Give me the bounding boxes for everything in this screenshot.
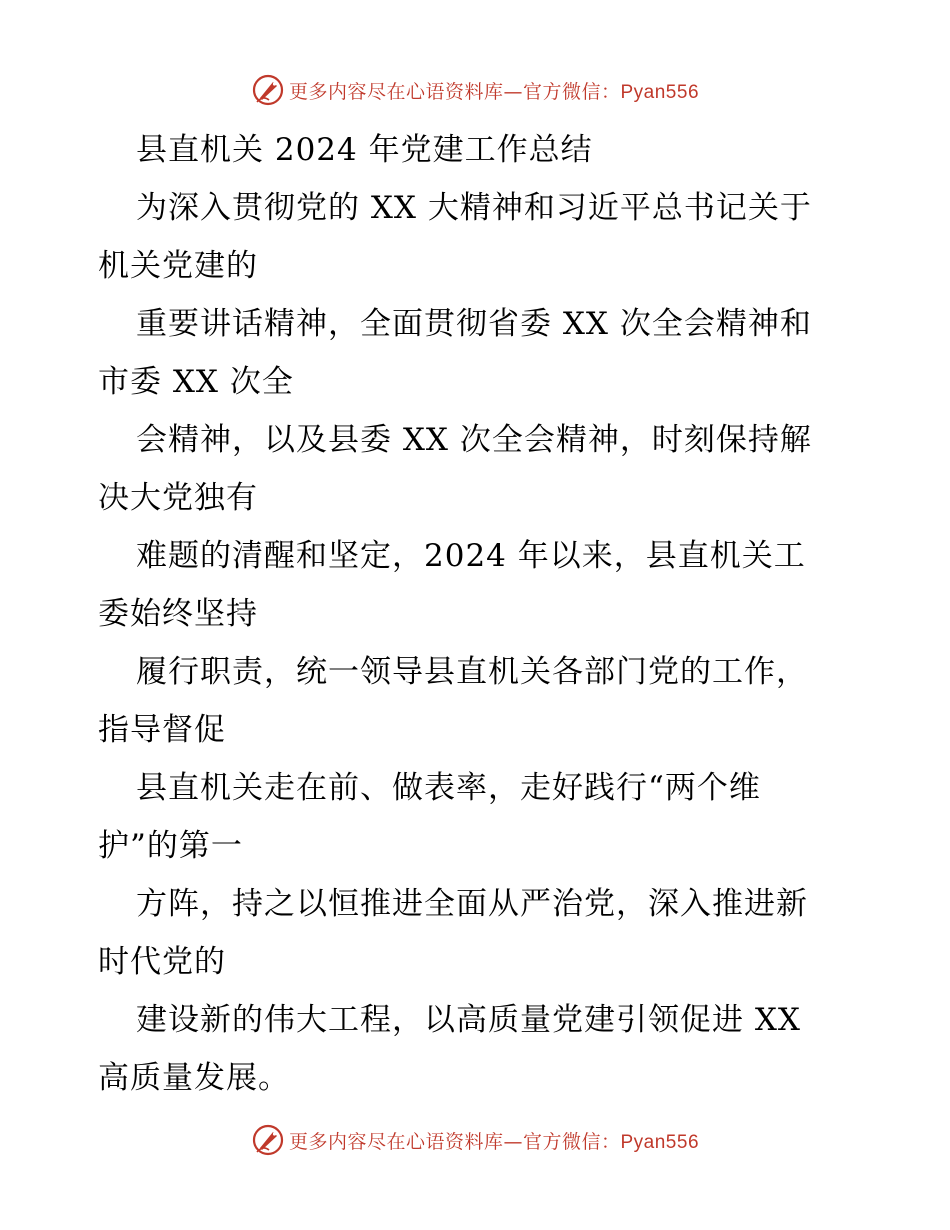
paragraph-line: 市委 XX 次全 xyxy=(98,364,294,400)
header-banner-text xyxy=(289,77,699,104)
header-banner-title: 更多内容尽在心语资料库 xyxy=(288,80,504,103)
document-body xyxy=(98,121,868,1107)
paragraph-line: 履行职责，统一领导县直机关各部门党的工作， xyxy=(136,654,808,690)
paragraph-line: 时代党的 xyxy=(98,944,226,980)
paragraph-line: 委始终坚持 xyxy=(98,596,258,632)
header-banner xyxy=(0,70,950,110)
footer-banner xyxy=(0,1120,950,1160)
paragraph-line: 指导督促 xyxy=(98,712,226,748)
paragraph-line: 方阵，持之以恒推进全面从严治党，深入推进新 xyxy=(136,886,808,922)
footer-banner-text xyxy=(289,1127,699,1154)
footer-banner-wechat-id: Pyan556 xyxy=(620,1131,700,1153)
paragraph-line: 建设新的伟大工程，以高质量党建引领促进 XX xyxy=(136,1002,801,1038)
footer-banner-suffix: 官方微信： xyxy=(522,1130,621,1153)
header-banner-suffix: 官方微信： xyxy=(522,80,621,103)
footer-banner-dash: — xyxy=(503,1130,523,1153)
paragraph-line: 难题的清醒和坚定，2024 年以来，县直机关工 xyxy=(136,538,806,574)
header-banner-wechat-id: Pyan556 xyxy=(620,81,700,103)
paragraph-line: 县直机关走在前、做表率，走好践行“两个维 xyxy=(136,770,761,806)
paragraph-line: 高质量发展。 xyxy=(98,1060,290,1096)
paragraph-line: 会精神，以及县委 XX 次全会精神，时刻保持解 xyxy=(136,422,812,458)
paragraph-line: 决大党独有 xyxy=(98,480,258,516)
paragraph-line: 为深入贯彻党的 XX 大精神和习近平总书记关于 xyxy=(136,190,812,226)
paragraph-line: 机关党建的 xyxy=(98,248,258,284)
pen-nib-logo-icon xyxy=(251,73,285,107)
paragraph-line: 护”的第一 xyxy=(98,828,243,864)
pen-nib-logo-icon xyxy=(251,1123,285,1157)
footer-banner-title: 更多内容尽在心语资料库 xyxy=(288,1130,504,1153)
header-banner-dash: — xyxy=(503,80,523,103)
paragraph-line: 重要讲话精神，全面贯彻省委 XX 次全会精神和 xyxy=(136,306,812,342)
document-title: 县直机关 2024 年党建工作总结 xyxy=(136,132,593,168)
